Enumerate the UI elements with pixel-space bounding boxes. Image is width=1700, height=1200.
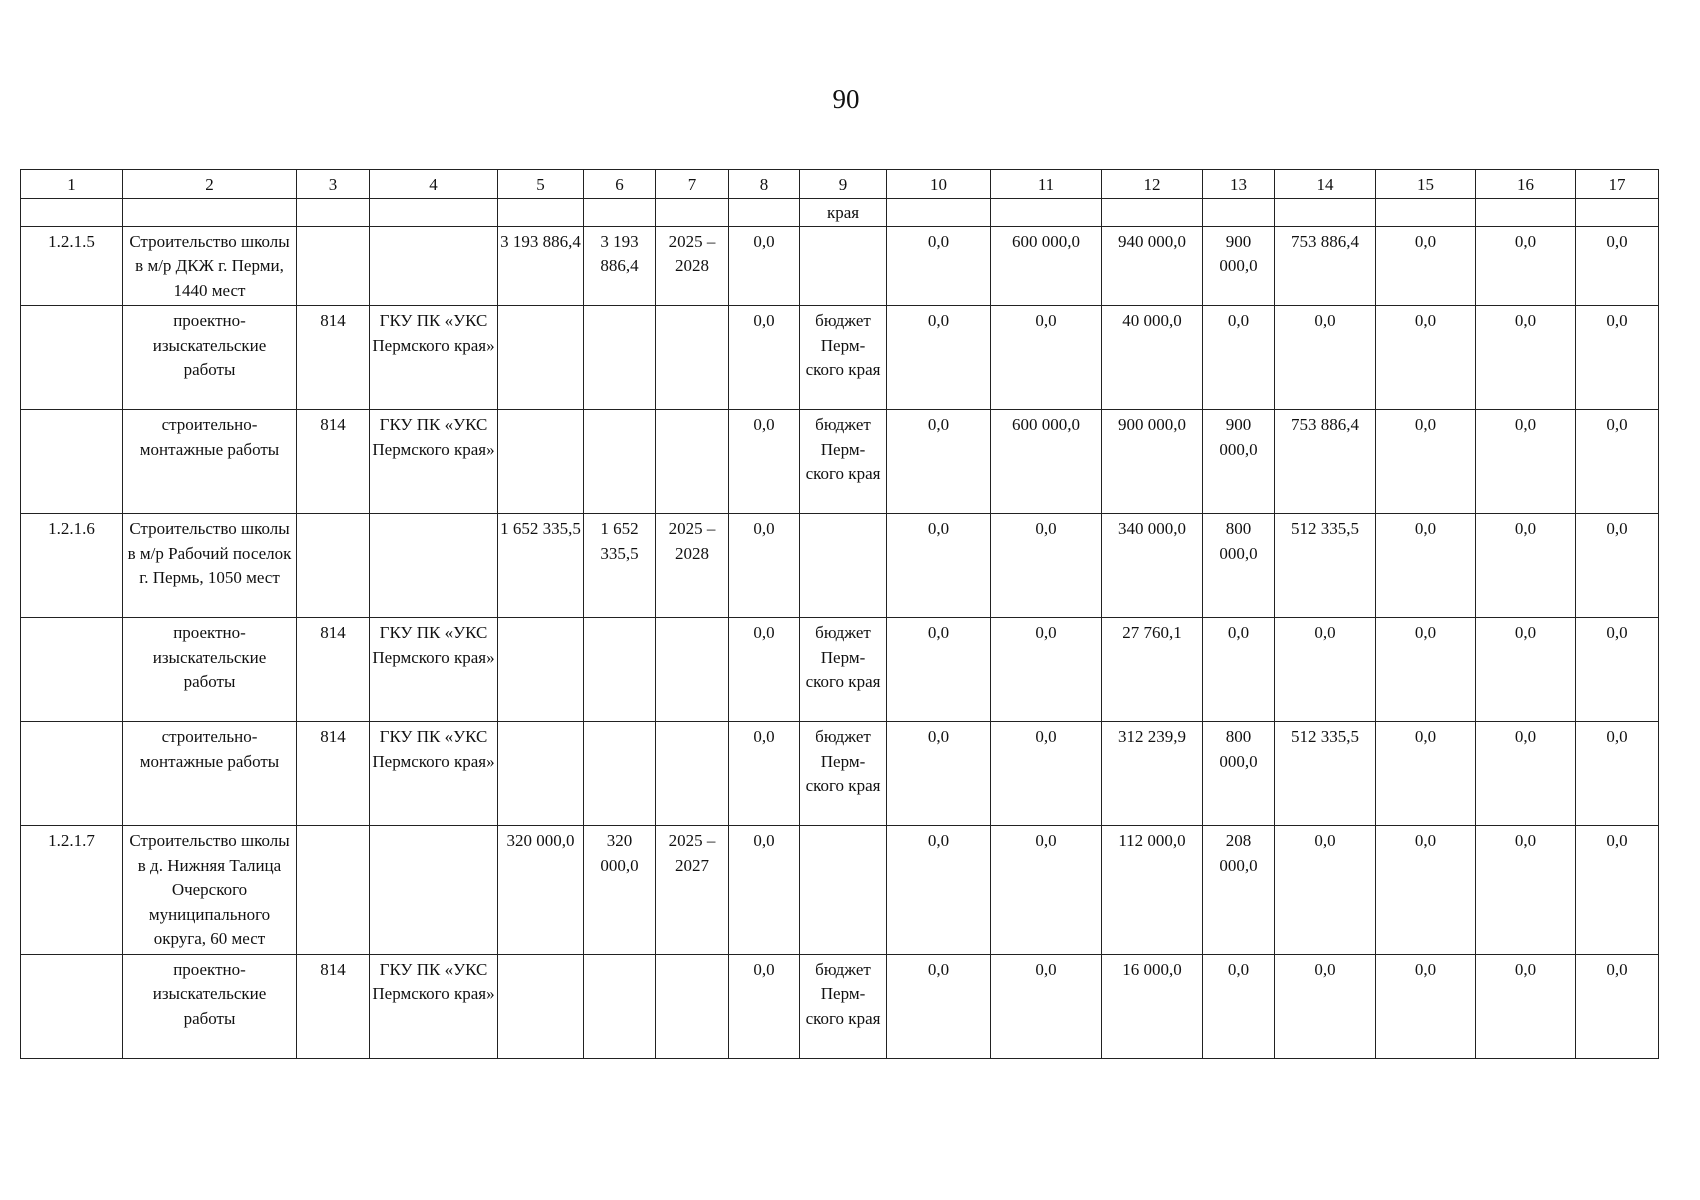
table-cell: Строительство школы в м/р Рабочий поселок г. Пермь, 1050 мест: [123, 514, 297, 618]
table-cell: края: [800, 198, 887, 226]
table-cell: 312 239,9: [1102, 722, 1203, 826]
table-body: [21, 170, 1659, 1059]
table-cell: Строительство школы в д. Нижняя Талица Очерского муниципального округа, 60 мест: [123, 826, 297, 955]
table-cell: 0,0: [991, 514, 1102, 618]
table-cell: [1376, 198, 1476, 226]
table-cell: 16 000,0: [1102, 954, 1203, 1058]
table-cell: проектно-изыскательские работы: [123, 306, 297, 410]
table-cell: [991, 198, 1102, 226]
table-row: [21, 618, 1659, 722]
table-cell: строительно-монтажные работы: [123, 410, 297, 514]
table-cell: [887, 198, 991, 226]
table-cell: 0,0: [1476, 410, 1576, 514]
table-cell: [498, 618, 584, 722]
table-cell: бюджет Перм-ского края: [800, 722, 887, 826]
column-number-cell: 7: [656, 170, 729, 199]
table-cell: 0,0: [1203, 306, 1275, 410]
table-cell: [584, 722, 656, 826]
table-cell: 814: [297, 306, 370, 410]
table-cell: 0,0: [729, 514, 800, 618]
table-cell: 0,0: [887, 954, 991, 1058]
table-cell: бюджет Перм-ского края: [800, 306, 887, 410]
table-cell: бюджет Перм-ского края: [800, 954, 887, 1058]
table-cell: 0,0: [1476, 618, 1576, 722]
table-cell: ГКУ ПК «УКС Пермского края»: [370, 618, 498, 722]
table-cell: [1102, 198, 1203, 226]
table-cell: 600 000,0: [991, 226, 1102, 306]
table-cell: 0,0: [1275, 826, 1376, 955]
table-cell: 0,0: [1476, 954, 1576, 1058]
table-cell: 2025 – 2027: [656, 826, 729, 955]
table-cell: 0,0: [729, 306, 800, 410]
table-cell: проектно-изыскательские работы: [123, 618, 297, 722]
table-cell: 0,0: [887, 514, 991, 618]
table-cell: [370, 198, 498, 226]
table-cell: 0,0: [729, 410, 800, 514]
table-cell: 0,0: [1476, 722, 1576, 826]
table-cell: 0,0: [1376, 410, 1476, 514]
table-cell: [656, 954, 729, 1058]
table-cell: 3 193 886,4: [584, 226, 656, 306]
table-cell: 0,0: [1476, 514, 1576, 618]
table-cell: 800 000,0: [1203, 514, 1275, 618]
table-cell: [297, 198, 370, 226]
table-cell: [21, 306, 123, 410]
table-cell: 900 000,0: [1203, 410, 1275, 514]
table-cell: 900 000,0: [1102, 410, 1203, 514]
table-cell: [1203, 198, 1275, 226]
table-cell: 753 886,4: [1275, 410, 1376, 514]
table-cell: 0,0: [1476, 226, 1576, 306]
table-cell: 3 193 886,4: [498, 226, 584, 306]
table-cell: 0,0: [1576, 826, 1659, 955]
column-number-cell: 10: [887, 170, 991, 199]
table-cell: [584, 618, 656, 722]
table-cell: 0,0: [1376, 306, 1476, 410]
table-cell: 0,0: [991, 618, 1102, 722]
column-number-cell: 13: [1203, 170, 1275, 199]
table-cell: 0,0: [1376, 618, 1476, 722]
table-cell: 0,0: [1376, 722, 1476, 826]
table-cell: 0,0: [887, 226, 991, 306]
table-cell: 0,0: [887, 306, 991, 410]
table-cell: 27 760,1: [1102, 618, 1203, 722]
table-cell: [123, 198, 297, 226]
table-cell: 1.2.1.7: [21, 826, 123, 955]
column-number-row: [21, 170, 1659, 199]
table-cell: ГКУ ПК «УКС Пермского края»: [370, 954, 498, 1058]
column-number-cell: 6: [584, 170, 656, 199]
table-cell: 0,0: [1576, 410, 1659, 514]
table-cell: [656, 618, 729, 722]
column-number-cell: 11: [991, 170, 1102, 199]
table-cell: 320 000,0: [498, 826, 584, 955]
table-cell: 814: [297, 722, 370, 826]
table-cell: [584, 306, 656, 410]
table-cell: 0,0: [1576, 954, 1659, 1058]
table-cell: 0,0: [887, 618, 991, 722]
table-cell: [656, 722, 729, 826]
table-cell: [800, 226, 887, 306]
table-cell: [498, 722, 584, 826]
table-cell: 0,0: [1376, 954, 1476, 1058]
table-cell: [1275, 198, 1376, 226]
column-number-cell: 5: [498, 170, 584, 199]
table-cell: [584, 198, 656, 226]
column-number-cell: 17: [1576, 170, 1659, 199]
table-cell: 0,0: [887, 722, 991, 826]
table-row: [21, 954, 1659, 1058]
table-cell: [498, 198, 584, 226]
table-cell: [498, 306, 584, 410]
table-cell: 0,0: [1476, 306, 1576, 410]
table-cell: 512 335,5: [1275, 722, 1376, 826]
table-cell: 0,0: [991, 306, 1102, 410]
table-cell: [584, 954, 656, 1058]
column-number-cell: 1: [21, 170, 123, 199]
table-cell: бюджет Перм-ского края: [800, 410, 887, 514]
table-cell: [656, 306, 729, 410]
table-cell: [498, 410, 584, 514]
table-row: [21, 826, 1659, 955]
table-cell: 900 000,0: [1203, 226, 1275, 306]
table-cell: [1476, 198, 1576, 226]
table-cell: 0,0: [1203, 618, 1275, 722]
table-cell: 0,0: [729, 226, 800, 306]
column-number-cell: 16: [1476, 170, 1576, 199]
table-cell: [800, 514, 887, 618]
table-cell: 320 000,0: [584, 826, 656, 955]
table-cell: [21, 954, 123, 1058]
table-cell: 0,0: [887, 410, 991, 514]
table-cell: [1576, 198, 1659, 226]
column-number-cell: 12: [1102, 170, 1203, 199]
table-cell: 814: [297, 410, 370, 514]
table-row: [21, 514, 1659, 618]
column-number-cell: 14: [1275, 170, 1376, 199]
table-cell: 0,0: [1275, 954, 1376, 1058]
table-cell: 0,0: [991, 826, 1102, 955]
table-cell: бюджет Перм-ского края: [800, 618, 887, 722]
column-number-cell: 15: [1376, 170, 1476, 199]
table-cell: 0,0: [1275, 618, 1376, 722]
column-number-cell: 3: [297, 170, 370, 199]
table-cell: 0,0: [1576, 618, 1659, 722]
table-cell: 1 652 335,5: [498, 514, 584, 618]
column-number-cell: 2: [123, 170, 297, 199]
table-cell: 112 000,0: [1102, 826, 1203, 955]
table-cell: [297, 226, 370, 306]
table-cell: ГКУ ПК «УКС Пермского края»: [370, 722, 498, 826]
table-cell: [21, 618, 123, 722]
table-cell: [498, 954, 584, 1058]
table-cell: [21, 722, 123, 826]
table-cell: [297, 826, 370, 955]
page-number: 90: [832, 84, 860, 114]
table-row: [21, 306, 1659, 410]
continuation-row: [21, 198, 1659, 226]
table-cell: 0,0: [991, 954, 1102, 1058]
column-number-cell: 9: [800, 170, 887, 199]
table-cell: [297, 514, 370, 618]
table-cell: 0,0: [1476, 826, 1576, 955]
table-cell: [21, 410, 123, 514]
table-cell: [800, 826, 887, 955]
table-cell: 0,0: [1376, 826, 1476, 955]
table-cell: ГКУ ПК «УКС Пермского края»: [370, 410, 498, 514]
table-cell: 40 000,0: [1102, 306, 1203, 410]
table-cell: 0,0: [729, 722, 800, 826]
table-cell: 208 000,0: [1203, 826, 1275, 955]
table-cell: 0,0: [1576, 306, 1659, 410]
table-cell: 0,0: [1576, 226, 1659, 306]
table-cell: 0,0: [1203, 954, 1275, 1058]
table-cell: 600 000,0: [991, 410, 1102, 514]
column-number-cell: 8: [729, 170, 800, 199]
table-row: [21, 410, 1659, 514]
table-cell: 0,0: [729, 954, 800, 1058]
table-cell: [584, 410, 656, 514]
table-row: [21, 722, 1659, 826]
table-cell: 2025 – 2028: [656, 514, 729, 618]
table-cell: 0,0: [1376, 226, 1476, 306]
table-cell: 0,0: [1576, 722, 1659, 826]
table-cell: [656, 410, 729, 514]
table-cell: [370, 514, 498, 618]
table-cell: 0,0: [1376, 514, 1476, 618]
table-cell: 940 000,0: [1102, 226, 1203, 306]
table-cell: [370, 226, 498, 306]
table-cell: [370, 826, 498, 955]
table-cell: [21, 198, 123, 226]
table-cell: 800 000,0: [1203, 722, 1275, 826]
table-cell: 814: [297, 954, 370, 1058]
table-cell: 0,0: [991, 722, 1102, 826]
table-cell: [656, 198, 729, 226]
table-cell: строительно-монтажные работы: [123, 722, 297, 826]
table-cell: [729, 198, 800, 226]
table-cell: 0,0: [1275, 306, 1376, 410]
column-number-cell: 4: [370, 170, 498, 199]
table-cell: 340 000,0: [1102, 514, 1203, 618]
table-cell: 2025 – 2028: [656, 226, 729, 306]
table-cell: 0,0: [1576, 514, 1659, 618]
table-cell: 0,0: [729, 826, 800, 955]
table-cell: 753 886,4: [1275, 226, 1376, 306]
table-cell: ГКУ ПК «УКС Пермского края»: [370, 306, 498, 410]
table-cell: 1 652 335,5: [584, 514, 656, 618]
table-cell: 1.2.1.5: [21, 226, 123, 306]
table-cell: 512 335,5: [1275, 514, 1376, 618]
table-row: [21, 226, 1659, 306]
table-cell: 0,0: [729, 618, 800, 722]
table-cell: Строительство школы в м/р ДКЖ г. Перми, 1440 мест: [123, 226, 297, 306]
budget-table: [20, 169, 1659, 1059]
table-cell: 1.2.1.6: [21, 514, 123, 618]
table-cell: 0,0: [887, 826, 991, 955]
table-cell: 814: [297, 618, 370, 722]
table-cell: проектно-изыскательские работы: [123, 954, 297, 1058]
